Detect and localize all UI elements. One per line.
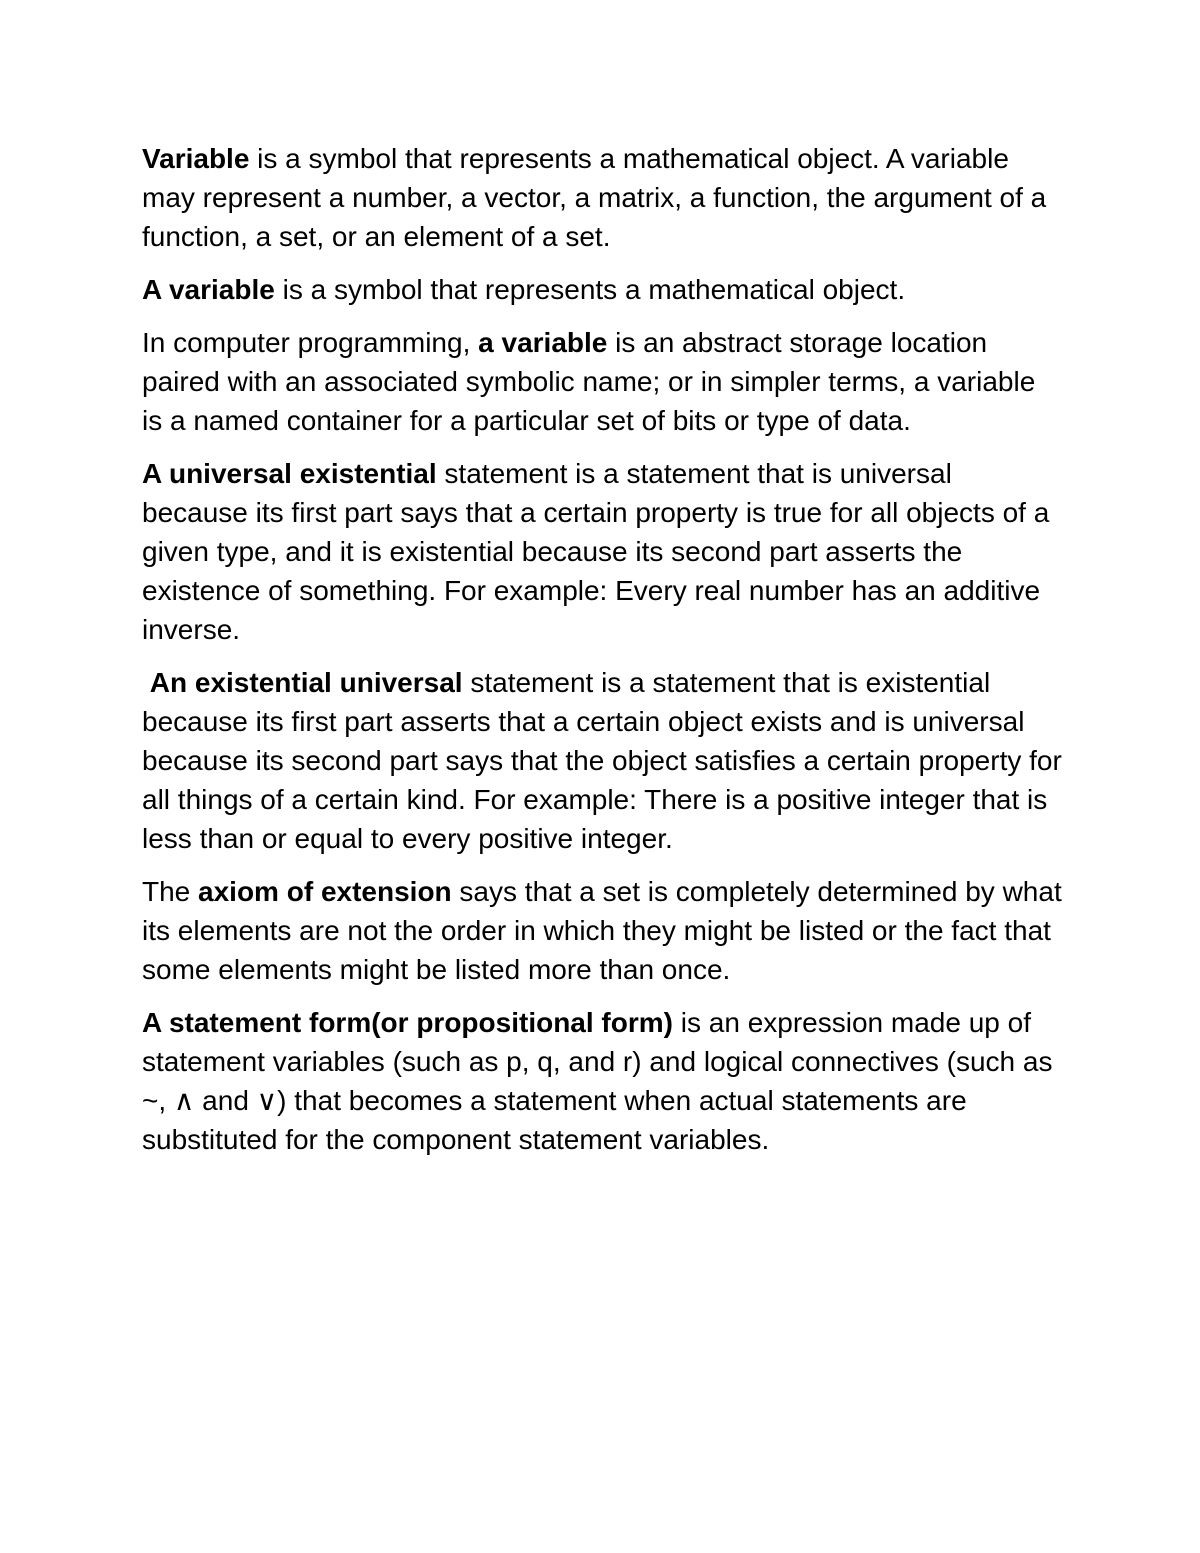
paragraph-a-variable bbox=[142, 270, 1062, 309]
paragraph-variable-definition bbox=[142, 139, 1062, 256]
paragraph-existential-universal bbox=[142, 663, 1062, 858]
term-axiom-of-extension: axiom of extension bbox=[198, 876, 452, 907]
paragraph-axiom-of-extension bbox=[142, 872, 1062, 989]
paragraph-prefix: In computer programming, bbox=[142, 327, 479, 358]
paragraph-text: is a symbol that represents a mathematical object. bbox=[274, 274, 906, 305]
term-universal-existential: A universal existential bbox=[142, 458, 437, 489]
paragraph-programming-variable bbox=[142, 323, 1062, 440]
paragraph-text: says that a set is completely determined by what its elements are not the order in which they might be listed or the fact that some elements might be listed more than once. bbox=[142, 876, 1062, 985]
paragraph-text: is an abstract storage location paired with an associated symbolic name; or in simpler terms, a variable is a named container for a particular set of bits or type of data. bbox=[142, 327, 1036, 436]
paragraph-text: statement is a statement that is existential because its first part asserts that a certain object exists and is universal because its second part says that the object satisfies a certain property for all things of a certain kind. For example: There is a positive integer that is less than or equal to every positive integer. bbox=[142, 667, 1062, 854]
document-page bbox=[142, 139, 1062, 1173]
paragraph-prefix: The bbox=[142, 876, 199, 907]
paragraph-text: statement is a statement that is universal because its first part says that a certain property is true for all objects of a given type, and it is existential because its second part asserts the existence of something. For example: Every real number has an additive inverse. bbox=[142, 458, 1050, 645]
paragraph-statement-form bbox=[142, 1003, 1062, 1159]
paragraph-text: is a symbol that represents a mathematical object. A variable may represent a number, a vector, a matrix, a function, the argument of a function, a set, or an element of a set. bbox=[142, 143, 1047, 252]
term-a-variable: A variable bbox=[142, 274, 275, 305]
term-statement-form: A statement form(or propositional form) bbox=[142, 1007, 673, 1038]
paragraph-text: is an expression made up of statement variables (such as p, q, and r) and logical connectives (such as ~, ∧ and ∨) that becomes a statement when actual statements are substituted for the component statement variables. bbox=[142, 1007, 1053, 1155]
term-a-variable-programming: a variable bbox=[478, 327, 608, 358]
term-variable: Variable bbox=[142, 143, 250, 174]
term-existential-universal: An existential universal bbox=[149, 667, 463, 698]
paragraph-universal-existential bbox=[142, 454, 1062, 649]
